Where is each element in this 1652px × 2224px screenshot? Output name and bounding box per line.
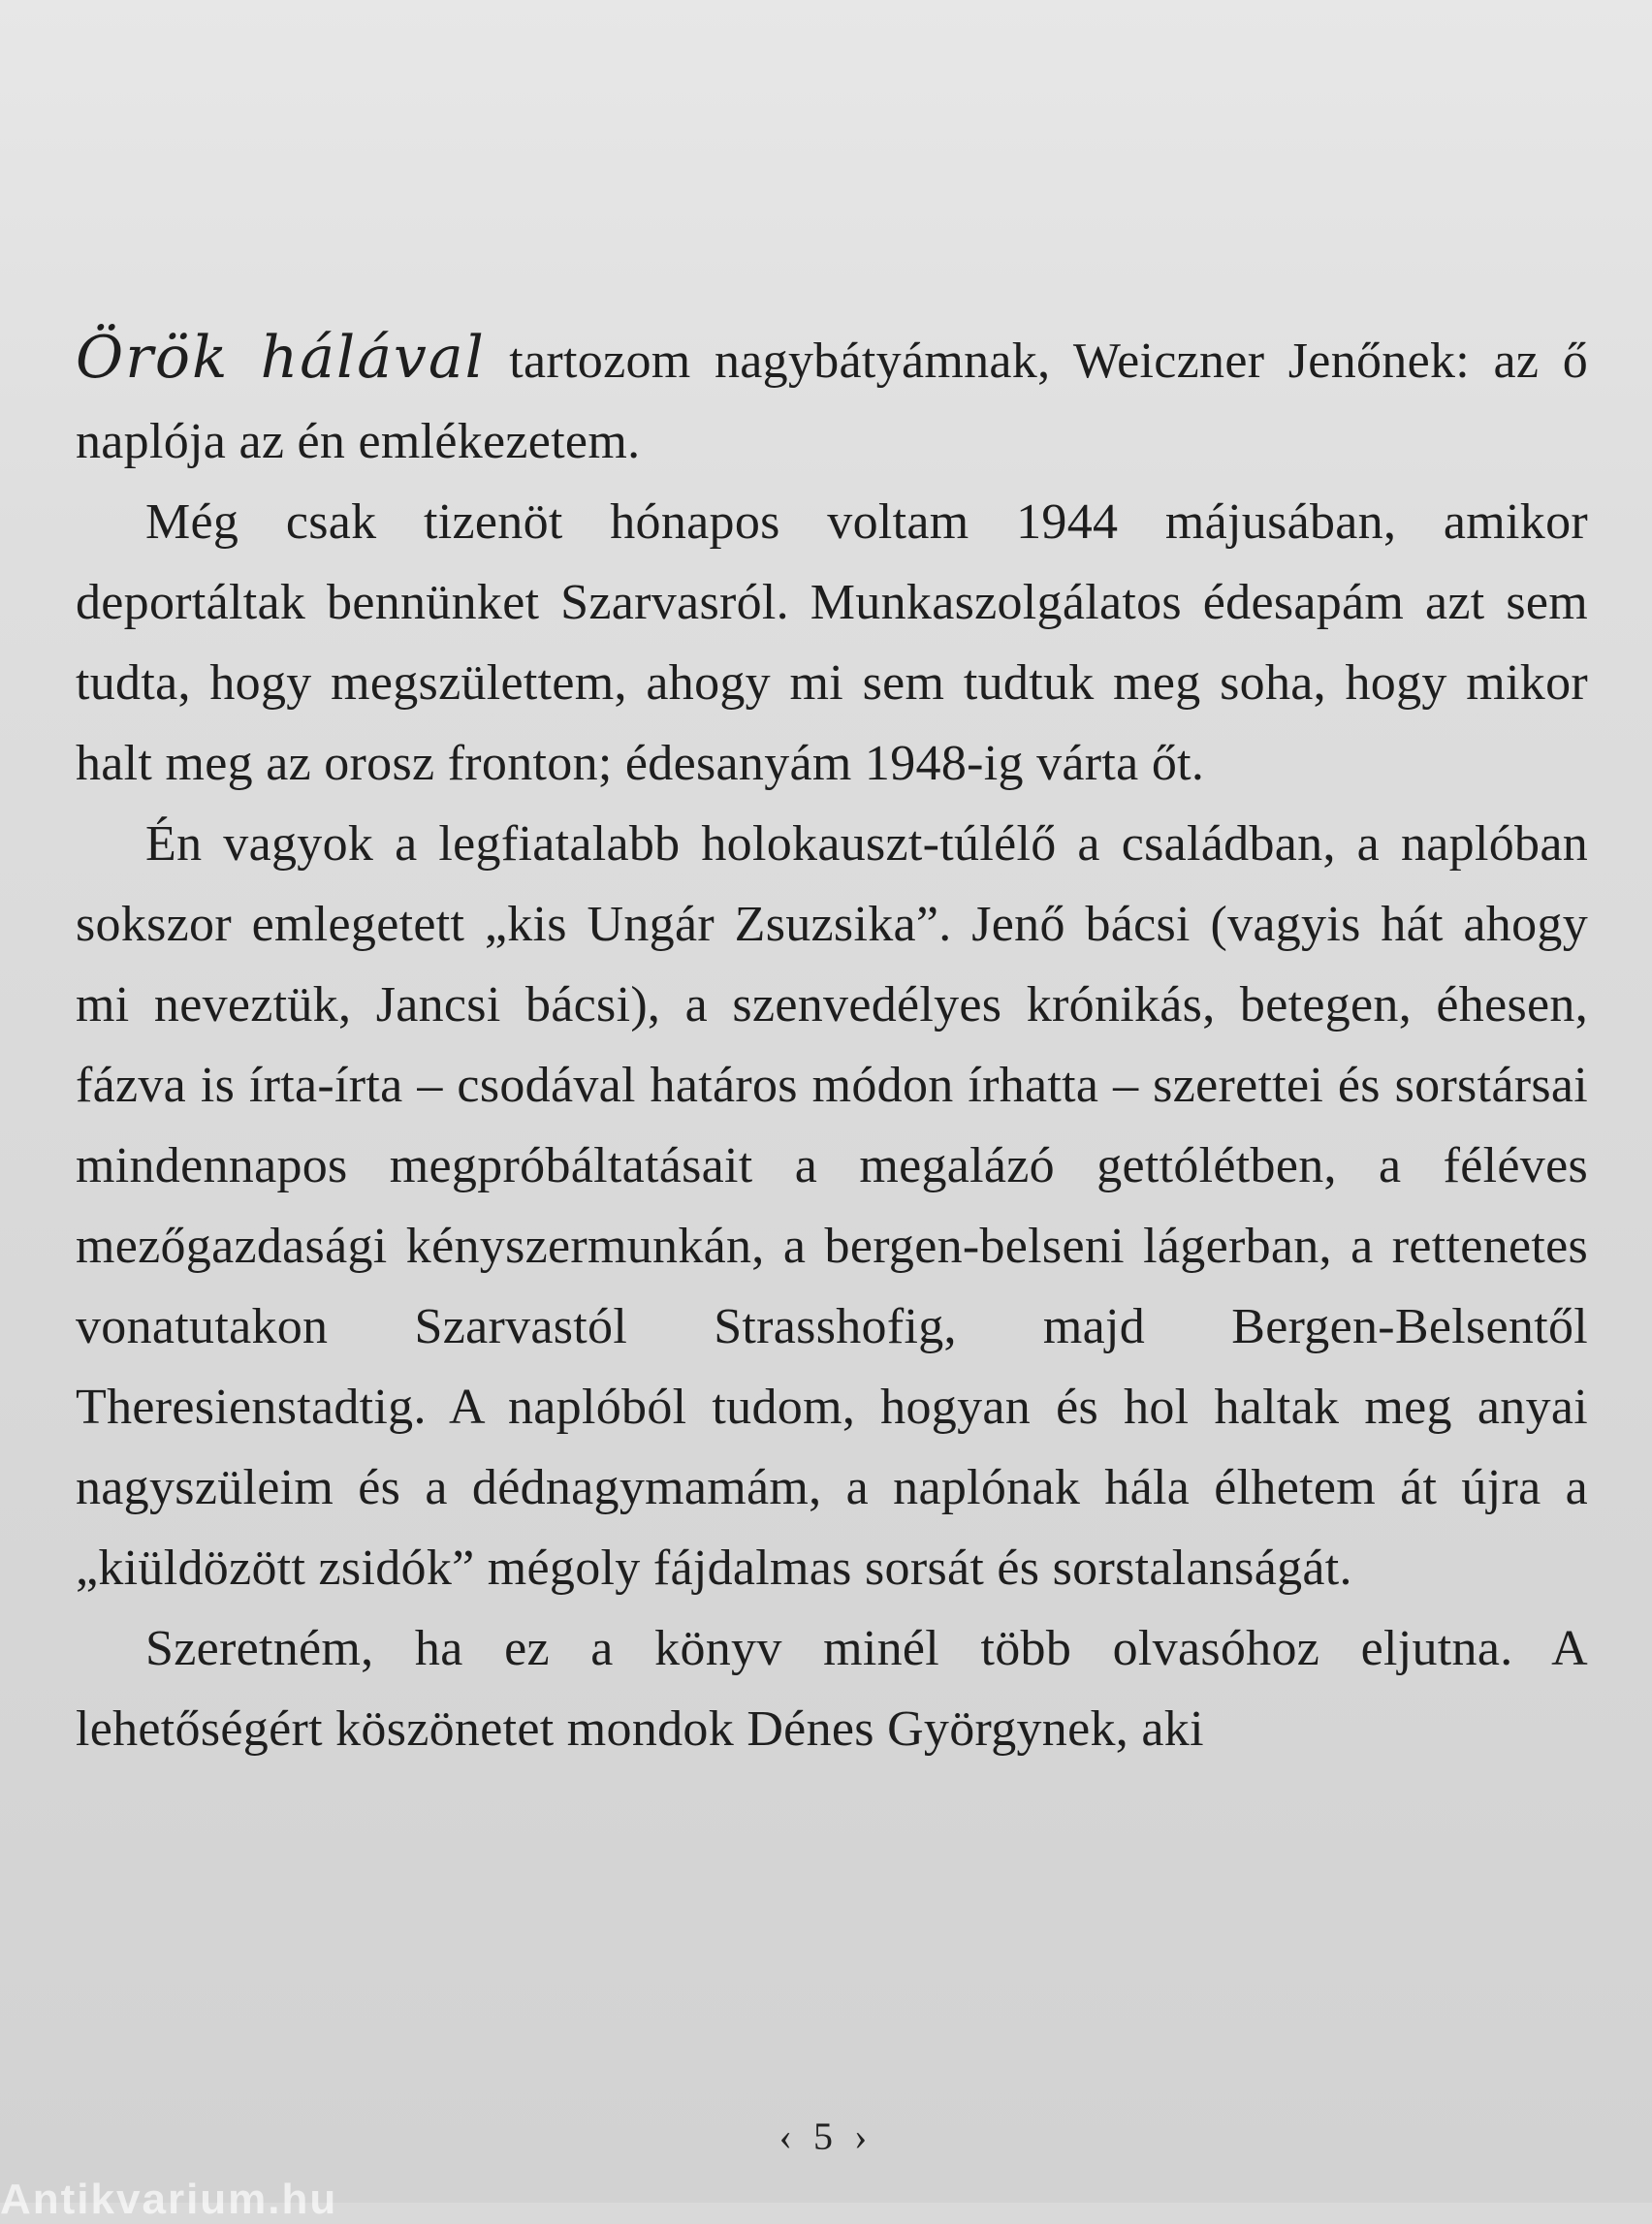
page-number: ‹ 5 ›	[778, 2114, 874, 2158]
watermark: Antikvarium.hu	[0, 2176, 338, 2223]
italic-lead-phrase: Örök hálával	[76, 324, 486, 392]
paragraph-2: Még csak tizenöt hónapos voltam 1944 májusában, amikor deportáltak bennünket Szarvasról. Munkaszolgálatos édesapám azt sem tudta, hogy megszülettem, ahogy mi sem tudtuk meg soha, hogy mikor halt meg az orosz fronton; édesanyám 1948-ig várta őt.	[76, 494, 1588, 791]
paragraph-3: Én vagyok a legfiatalabb holokauszt-túlélő a családban, a naplóban sokszor emlegetett „kis Ungár Zsuzsika”. Jenő bácsi (vagyis hát ahogy mi neveztük, Jancsi bácsi), a szenvedélyes krónikás, betegen, éhesen, fázva is írta-írta – csodával határos módon írhatta – szerettei és sorstársai mindennapos megpróbáltatásait a megalázó gettólétben, a féléves mezőgazdasági kényszermunkán, a bergen-belseni lágerban, a rettenetes vonatutakon Szarvastól Strasshofig, majd Bergen-Belsentől Theresienstadtig. A naplóból tudom, hogyan és hol haltak meg anyai nagyszüleim és a dédnagymamám, a naplónak hála élhetem át újra a „kiüldözött zsidók” mégoly fájdalmas sorsát és sorstalanságát.	[76, 816, 1588, 1596]
paragraph-4: Szeretném, ha ez a könyv minél több olvasóhoz eljutna. A lehetőségért köszönetet mondok Dénes Györgynek, aki	[76, 1621, 1588, 1757]
paragraph-1-text: tartozom nagybátyámnak, Weiczner Jenőnek: az ő naplója az én emlékezetem.	[76, 334, 1589, 469]
paragraph-1	[76, 318, 1588, 482]
body-text	[76, 318, 1588, 1769]
